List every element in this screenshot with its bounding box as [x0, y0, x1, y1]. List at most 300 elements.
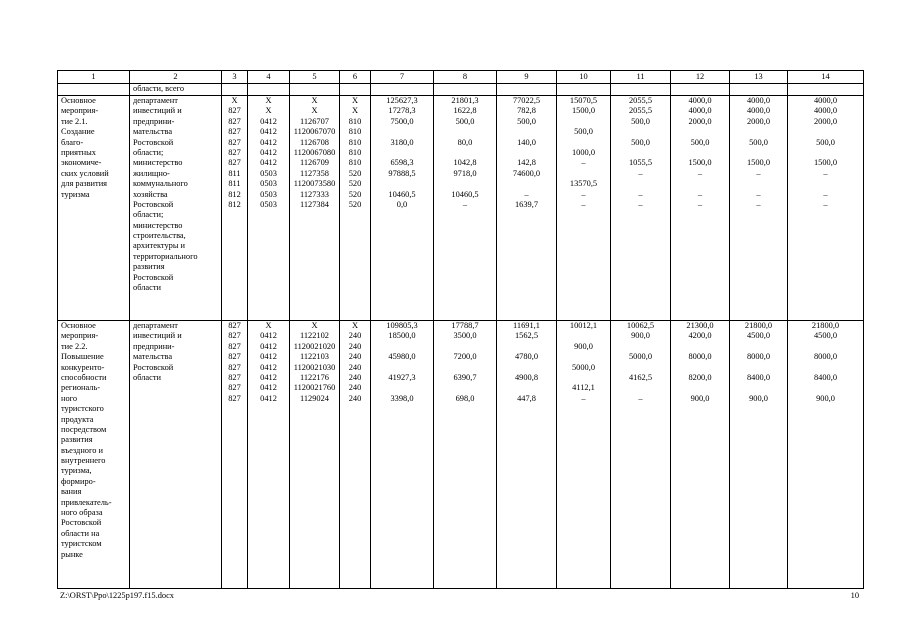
cell-line: [788, 363, 863, 373]
cell-line: 500,0: [631, 137, 650, 147]
cell-line: [434, 363, 496, 373]
cell-line: 1127358: [299, 168, 329, 178]
cont-cell: [611, 84, 671, 96]
cell-line: 2000,0: [813, 116, 838, 126]
cell-line: 10460,5: [388, 189, 416, 199]
cell-line: Х: [265, 106, 272, 116]
cell-line: [434, 179, 496, 189]
year-cell: [557, 96, 611, 321]
cell-line: 0503: [260, 168, 277, 178]
cell-line: 5000,0: [571, 362, 596, 372]
grbs-cell: [222, 96, 248, 321]
cell-line: 1000,0: [571, 147, 596, 157]
cell-line: Основное: [61, 96, 96, 105]
cell-line: области;: [133, 210, 164, 220]
cell-line: 0503: [260, 189, 277, 199]
cell-line: департамент: [133, 96, 178, 105]
cell-line: 4900,8: [514, 372, 539, 382]
cell-line: 1129024: [299, 393, 329, 403]
cell-line: 8000,0: [746, 352, 771, 362]
cell-line: [788, 148, 863, 158]
total-cell: [371, 96, 434, 321]
grbs-cell: [222, 321, 248, 589]
cell-line: строительства,: [133, 231, 186, 241]
cell-line: 1500,0: [688, 158, 712, 168]
cell-line: 77022,5: [512, 96, 541, 105]
cell-line: Ростовской: [133, 272, 174, 282]
cell-line: мательства: [133, 127, 173, 137]
activity-name-cell: [58, 321, 130, 589]
cell-line: 41927,3: [388, 372, 416, 382]
cell-line: 9718,0: [453, 168, 477, 178]
cell-line: туризма: [61, 189, 90, 199]
year-cell: [497, 96, 557, 321]
cell-line: 812: [228, 199, 241, 209]
cell-line: [557, 331, 610, 341]
cell-line: 698,0: [455, 393, 475, 403]
cell-line: 810: [348, 158, 362, 168]
cell-line: 4112,1: [572, 383, 595, 393]
cell-line: [611, 179, 670, 189]
cell-line: области на: [61, 528, 100, 538]
cell-line: –: [581, 199, 586, 209]
cell-line: 2055,5: [628, 96, 653, 105]
cell-line: 1042,8: [453, 158, 477, 168]
cell-line: предприни-: [133, 116, 175, 126]
cell-line: [434, 148, 496, 158]
cell-line: коммунального: [133, 179, 188, 189]
cell-line: [497, 383, 556, 393]
header-cell: 12: [671, 71, 730, 84]
cell-line: 18500,0: [388, 331, 416, 341]
cell-line: области;: [133, 147, 164, 157]
cell-line: [788, 179, 863, 189]
cell-line: 500,0: [690, 137, 710, 147]
cell-line: 240: [348, 383, 362, 393]
cell-line: 7500,0: [390, 116, 414, 126]
cell-line: –: [638, 393, 643, 403]
cell-line: 1622,8: [453, 106, 477, 116]
cell-line: Х: [311, 96, 318, 105]
cell-line: –: [581, 393, 586, 403]
cell-line: –: [462, 199, 468, 209]
cell-line: 45980,0: [388, 352, 416, 362]
header-cell: 9: [497, 71, 557, 84]
cell-line: 2055,5: [628, 106, 653, 116]
cell-line: 812: [228, 189, 241, 199]
year-cell: [557, 321, 611, 589]
csr-cell: [290, 96, 340, 321]
cell-line: въездного и: [61, 445, 103, 455]
cell-line: развития: [61, 435, 93, 445]
cell-line: 1122176: [299, 372, 329, 382]
year-cell: [434, 321, 497, 589]
year-cell: [611, 96, 671, 321]
cell-line: департамент: [133, 321, 178, 330]
cell-line: 21800,0: [744, 321, 773, 330]
cell-line: –: [581, 189, 586, 199]
cell-line: 0412: [260, 341, 277, 351]
cell-line: 17278,3: [388, 106, 416, 116]
cell-line: 0412: [260, 147, 277, 157]
cell-line: –: [638, 189, 643, 199]
cell-line: [497, 179, 556, 189]
cell-line: 5000,0: [628, 352, 653, 362]
cell-line: инвестиций и: [133, 106, 182, 116]
cell-line: [730, 383, 787, 393]
continuation-row: [58, 84, 864, 96]
cell-line: территориального: [133, 251, 198, 261]
cell-line: –: [823, 199, 828, 209]
cell-line: 827: [228, 147, 241, 157]
cell-line: Ростовской: [61, 518, 102, 528]
cell-line: 1055,5: [628, 158, 653, 168]
cont-cell: [222, 84, 248, 96]
header-cell: 4: [248, 71, 290, 84]
cell-line: –: [823, 189, 828, 199]
cell-line: –: [581, 158, 586, 168]
cell-line: 1120067070: [293, 127, 336, 137]
cell-line: [730, 127, 787, 137]
cell-line: 810: [348, 147, 362, 157]
cell-line: [557, 169, 610, 179]
cell-line: Основное: [61, 321, 96, 330]
cell-line: продукта: [61, 414, 94, 424]
header-cell: 6: [340, 71, 371, 84]
cont-executor-cell: области, всего: [130, 84, 222, 96]
cell-line: 125627,3: [386, 96, 418, 105]
cell-line: Х: [265, 96, 272, 105]
cell-line: 827: [228, 352, 241, 362]
cell-line: [788, 383, 863, 393]
year-cell: [671, 321, 730, 589]
cell-line: 4500,0: [746, 331, 771, 341]
cell-line: 0412: [260, 116, 277, 126]
executor-cell: [130, 321, 222, 589]
cell-line: 17788,7: [451, 321, 479, 330]
cell-line: Ростовской: [133, 137, 174, 147]
header-cell: 2: [130, 71, 222, 84]
cell-line: [557, 117, 610, 127]
cell-line: 8000,0: [688, 352, 712, 362]
cont-cell: [730, 84, 788, 96]
cell-line: 8200,0: [688, 372, 712, 382]
cell-line: [730, 179, 787, 189]
cell-line: [557, 138, 610, 148]
cell-line: [730, 342, 787, 352]
cell-line: 8400,0: [746, 372, 771, 382]
cell-line: 1126709: [299, 158, 329, 168]
cell-line: 6598,3: [390, 158, 414, 168]
cell-line: 0503: [260, 199, 277, 209]
budget-table: [57, 70, 863, 589]
cell-line: хозяйства: [133, 189, 168, 199]
cell-line: 4162,5: [628, 372, 653, 382]
cell-line: Повышение: [61, 352, 104, 362]
cont-cell: [557, 84, 611, 96]
cell-line: [557, 373, 610, 383]
cell-line: [611, 383, 670, 393]
cell-line: предприни-: [133, 341, 175, 351]
cell-line: 810: [348, 137, 362, 147]
header-cell: 3: [222, 71, 248, 84]
executor-cell: [130, 96, 222, 321]
cell-line: 4000,0: [688, 106, 712, 116]
cell-line: приятных: [61, 147, 96, 157]
cell-line: 520: [348, 199, 362, 209]
cell-line: 0412: [260, 372, 277, 382]
cell-line: 500,0: [631, 116, 650, 126]
cell-line: 500,0: [574, 127, 593, 137]
cell-line: 240: [348, 352, 362, 362]
cell-line: 21800,0: [811, 321, 840, 330]
cell-line: мательства: [133, 352, 173, 362]
cell-line: 810: [348, 127, 362, 137]
cell-line: формиро-: [61, 476, 96, 486]
cell-line: Х: [351, 96, 359, 105]
cell-line: 4780,0: [514, 352, 539, 362]
cell-line: 2000,0: [746, 116, 771, 126]
cell-line: благо-: [61, 137, 84, 147]
page-number: 10: [850, 591, 859, 600]
cont-cell: [340, 84, 371, 96]
cell-line: 811: [228, 179, 241, 189]
cell-line: [371, 342, 433, 352]
cell-line: 74600,0: [512, 168, 541, 178]
cell-line: 0412: [260, 393, 277, 403]
cell-line: 1500,0: [746, 158, 771, 168]
cell-line: 827: [228, 362, 241, 372]
cell-line: туристского: [61, 404, 104, 414]
cell-line: [557, 352, 610, 362]
header-cell: 11: [611, 71, 671, 84]
cell-line: Ростовской: [133, 199, 174, 209]
cell-line: 240: [348, 393, 362, 403]
cell-line: тие 2.2.: [61, 341, 88, 351]
cell-line: [434, 127, 496, 137]
cell-line: ских условий: [61, 168, 109, 178]
cell-line: [497, 148, 556, 158]
cell-line: 13570,5: [569, 179, 598, 189]
cell-line: туризма,: [61, 466, 92, 476]
cell-line: для развития: [61, 179, 108, 189]
cell-line: 240: [348, 362, 362, 372]
cell-line: 109805,3: [386, 321, 418, 330]
cell-line: привлекатель-: [61, 497, 112, 507]
cell-line: жилищно-: [133, 168, 170, 178]
cell-line: 0412: [260, 137, 277, 147]
cell-line: 900,0: [749, 393, 768, 403]
cell-line: мероприя-: [61, 106, 99, 116]
cell-line: 21300,0: [686, 321, 714, 330]
cont-cell: [371, 84, 434, 96]
cont-cell: [788, 84, 864, 96]
cell-line: 1122103: [299, 352, 329, 362]
cell-line: 10062,5: [626, 321, 655, 330]
cell-line: [434, 383, 496, 393]
cell-line: Х: [311, 106, 318, 116]
cell-line: 520: [348, 179, 362, 189]
cell-line: –: [756, 189, 761, 199]
cell-line: [671, 127, 729, 137]
total-cell: [371, 321, 434, 589]
cell-line: 500,0: [517, 116, 536, 126]
cell-line: посредством: [61, 424, 107, 434]
cell-line: 240: [348, 341, 362, 351]
cell-line: Ростовской: [133, 362, 174, 372]
cell-line: Создание: [61, 127, 95, 137]
cell-line: 0412: [260, 383, 277, 393]
cell-line: архитектуры и: [133, 241, 186, 251]
cell-line: области: [133, 372, 161, 382]
cell-line: региональ-: [61, 383, 101, 393]
cell-line: 827: [228, 137, 241, 147]
year-cell: [730, 96, 788, 321]
cell-line: министерство: [133, 220, 183, 230]
cell-line: 140,0: [517, 137, 536, 147]
cell-line: [671, 179, 729, 189]
cell-line: 11691,1: [513, 321, 540, 330]
year-cell: [788, 321, 864, 589]
cell-line: [371, 383, 433, 393]
cell-line: 827: [228, 331, 241, 341]
cell-line: Х: [351, 321, 359, 330]
cell-line: 0412: [260, 362, 277, 372]
cell-line: 1120021020: [293, 341, 336, 351]
cell-line: Х: [311, 321, 318, 330]
header-cell: 7: [371, 71, 434, 84]
cell-line: рынке: [61, 549, 83, 559]
vr-cell: [340, 321, 371, 589]
cell-line: министерство: [133, 158, 183, 168]
cell-line: 1126707: [299, 116, 329, 126]
cell-line: ного: [61, 393, 78, 403]
cell-line: 1120067080: [293, 147, 336, 157]
cell-line: 4200,0: [688, 331, 712, 341]
year-cell: [671, 96, 730, 321]
cell-line: 0503: [260, 179, 277, 189]
cell-line: тие 2.1.: [61, 116, 88, 126]
header-cell: 13: [730, 71, 788, 84]
cell-line: 80,0: [457, 137, 473, 147]
cell-line: 1120021760: [293, 383, 336, 393]
cell-line: 240: [348, 331, 362, 341]
cell-line: 500,0: [455, 116, 475, 126]
cell-line: 520: [348, 189, 362, 199]
cell-line: Х: [351, 106, 359, 116]
cell-line: 1562,5: [514, 331, 539, 341]
cell-line: вания: [61, 487, 82, 497]
cell-line: 827: [228, 158, 241, 168]
cell-line: 500,0: [749, 137, 768, 147]
cell-line: внутреннего: [61, 456, 106, 466]
cell-line: 4000,0: [746, 106, 771, 116]
cell-line: 0412: [260, 331, 277, 341]
cell-line: 811: [228, 168, 241, 178]
cell-line: 6390,7: [453, 372, 477, 382]
cell-line: [611, 148, 670, 158]
cell-line: [671, 363, 729, 373]
cell-line: области: [133, 283, 161, 293]
cell-line: 240: [348, 372, 362, 382]
cell-line: 900,0: [690, 393, 710, 403]
cell-line: 782,8: [517, 106, 536, 116]
cell-line: –: [756, 168, 761, 178]
cell-line: [497, 363, 556, 373]
cell-line: экономиче-: [61, 158, 102, 168]
cell-line: 4000,0: [813, 106, 838, 116]
file-path-footer: Z:\ORST\Ppo\1225p197.f15.docx: [60, 591, 174, 600]
cell-line: –: [697, 168, 703, 178]
cell-line: [671, 148, 729, 158]
header-cell: 5: [290, 71, 340, 84]
cell-line: [434, 342, 496, 352]
cell-line: 900,0: [816, 393, 835, 403]
cell-line: инвестиций и: [133, 331, 182, 341]
cell-line: 142,8: [517, 158, 536, 168]
cell-line: [611, 127, 670, 137]
table-row-activity-2-1: [58, 96, 864, 321]
cell-line: 1500,0: [813, 158, 838, 168]
cell-line: –: [524, 189, 529, 199]
cell-line: 810: [348, 116, 362, 126]
cell-line: [730, 148, 787, 158]
cell-line: –: [638, 168, 643, 178]
cell-line: 0412: [260, 158, 277, 168]
cell-line: Х: [231, 96, 238, 105]
cell-line: 3500,0: [453, 331, 477, 341]
cont-cell: [434, 84, 497, 96]
cell-line: способности: [61, 372, 107, 382]
cell-line: 827: [228, 341, 241, 351]
cell-line: –: [638, 199, 643, 209]
cell-line: 1500,0: [571, 106, 596, 116]
cell-line: –: [756, 199, 761, 209]
csr-cell: [290, 321, 340, 589]
cell-line: 1639,7: [514, 199, 539, 209]
cell-line: –: [697, 199, 703, 209]
cell-line: 15070,5: [569, 96, 598, 105]
cell-line: [611, 342, 670, 352]
cell-line: 827: [228, 321, 241, 330]
cell-line: 1126708: [299, 137, 329, 147]
cell-line: 900,0: [574, 341, 593, 351]
cont-cell: [290, 84, 340, 96]
cell-line: 0412: [260, 352, 277, 362]
cell-line: 8000,0: [813, 352, 838, 362]
cell-line: [497, 127, 556, 137]
cell-line: 21801,3: [451, 96, 479, 105]
year-cell: [434, 96, 497, 321]
cell-line: 1127384: [299, 199, 329, 209]
cell-line: 3398,0: [390, 393, 414, 403]
header-row: [58, 71, 864, 84]
year-cell: [497, 321, 557, 589]
header-cell: 14: [788, 71, 864, 84]
cell-line: ного образа: [61, 508, 103, 518]
cell-line: [371, 363, 433, 373]
cell-line: 0412: [260, 127, 277, 137]
cell-line: 1120073580: [293, 179, 336, 189]
header-cell: 8: [434, 71, 497, 84]
cell-line: 10460,5: [451, 189, 479, 199]
cell-line: 4000,0: [813, 96, 838, 105]
rzpr-cell: [248, 321, 290, 589]
cell-line: конкуренто-: [61, 362, 105, 372]
cell-line: 4000,0: [688, 96, 712, 105]
year-cell: [730, 321, 788, 589]
cell-line: развития: [133, 262, 165, 272]
